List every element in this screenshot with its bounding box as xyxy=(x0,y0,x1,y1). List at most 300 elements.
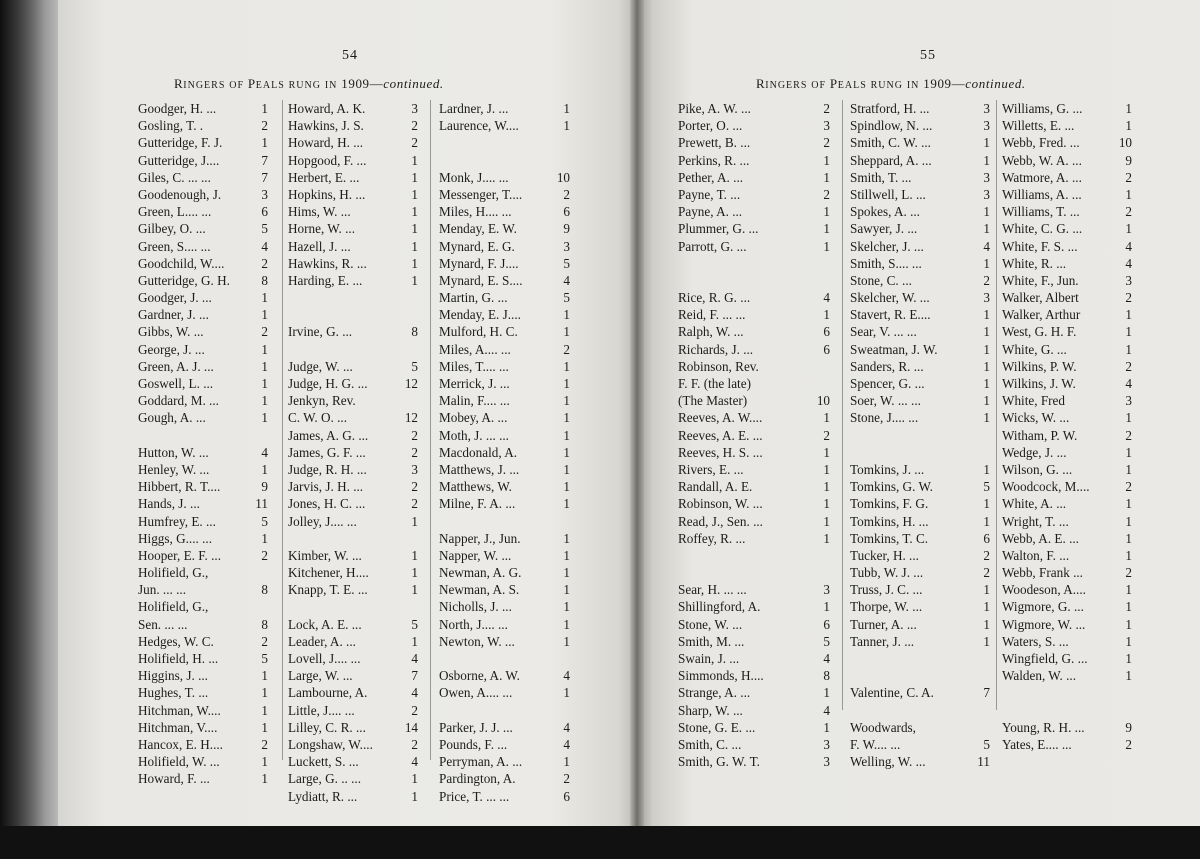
ringer-entry xyxy=(678,341,830,358)
right-page xyxy=(636,0,1200,830)
ringer-entry xyxy=(138,719,268,736)
ringer-name: Robinson, Rev. xyxy=(678,358,759,374)
ringer-name: Sweatman, J. W. xyxy=(850,341,938,357)
ringer-name: Hibbert, R. T.... xyxy=(138,479,221,495)
ringer-entry xyxy=(138,375,268,392)
ringer-name: North, J.... ... xyxy=(439,616,508,632)
ringer-entry xyxy=(1002,134,1132,151)
ringer-entry xyxy=(439,289,570,306)
ringer-entry xyxy=(850,513,990,530)
peal-count: 4 xyxy=(411,754,418,770)
peal-count: 3 xyxy=(1125,272,1132,288)
peal-count: 1 xyxy=(261,461,268,477)
ringer-name: Tomkins, G. W. xyxy=(850,479,933,495)
ringer-entry xyxy=(138,461,268,478)
peal-count: 1 xyxy=(1125,186,1132,202)
ringer-name: Sanders, R. ... xyxy=(850,358,924,374)
peal-count: 1 xyxy=(563,444,570,460)
peal-count: 5 xyxy=(411,616,418,632)
ringer-name: Hopgood, F. ... xyxy=(288,152,367,168)
ringer-entry xyxy=(1002,220,1132,237)
peal-count: 5 xyxy=(563,290,570,306)
ringer-name: Newman, A. G. xyxy=(439,565,522,581)
ringer-entry xyxy=(850,152,990,169)
ringer-entry xyxy=(850,306,990,323)
ringer-name: Walker, Arthur xyxy=(1002,307,1081,323)
ringer-entry xyxy=(678,444,830,461)
ringer-name: Howard, H. ... xyxy=(288,135,364,151)
peal-count: 1 xyxy=(983,358,990,374)
ringer-name: Malin, F.... ... xyxy=(439,393,510,409)
peal-count: 1 xyxy=(563,685,570,701)
ringer-name: Payne, T. ... xyxy=(678,186,741,202)
ringer-entry xyxy=(439,513,570,530)
ringer-entry xyxy=(678,702,830,719)
ringer-name: Reeves, A. E. ... xyxy=(678,427,763,443)
peal-count: 1 xyxy=(823,444,830,460)
ringer-entry xyxy=(439,409,570,426)
ringer-name: Webb, W. A. ... xyxy=(1002,152,1082,168)
running-header: RINGERS OF PEALS RUNG IN 1909—continued. xyxy=(174,76,444,91)
ringer-entry xyxy=(678,100,830,117)
peal-count: 1 xyxy=(823,461,830,477)
ringer-entry xyxy=(288,684,418,701)
ringer-entry xyxy=(439,358,570,375)
ringer-name: Goodger, J. ... xyxy=(138,290,212,306)
ringer-entry xyxy=(138,495,268,512)
peal-count: 1 xyxy=(823,719,830,735)
ringer-name: Wilkins, P. W. xyxy=(1002,358,1077,374)
ringer-name: Mynard, F. J.... xyxy=(439,255,519,271)
ringer-name: Goddard, M. ... xyxy=(138,393,219,409)
peal-count xyxy=(986,667,990,684)
ringer-name: Jun. ... ... xyxy=(138,582,186,598)
ringer-name: Walton, F. ... xyxy=(1002,547,1070,563)
peal-count xyxy=(414,392,418,409)
peal-count: 4 xyxy=(261,444,268,460)
ringer-entry xyxy=(288,186,418,203)
peal-count: 2 xyxy=(1125,736,1132,752)
ringer-name: Soer, W. ... ... xyxy=(850,393,921,409)
peal-count xyxy=(826,375,830,392)
peal-count: 1 xyxy=(1125,616,1132,632)
peal-count: 1 xyxy=(563,410,570,426)
peal-count: 2 xyxy=(411,135,418,151)
peal-count xyxy=(566,152,570,169)
ringer-entry xyxy=(850,272,990,289)
ringer-name: Welling, W. ... xyxy=(850,754,926,770)
ringer-entry xyxy=(850,461,990,478)
ringer-entry xyxy=(678,513,830,530)
ringer-entry xyxy=(678,306,830,323)
ringer-entry xyxy=(138,323,268,340)
ringer-name: Wicks, W. ... xyxy=(1002,410,1070,426)
ringer-name: Woodcock, M.... xyxy=(1002,479,1090,495)
ringer-entry xyxy=(439,547,570,564)
ringer-name: Judge, H. G. ... xyxy=(288,376,368,391)
peal-count: 1 xyxy=(261,135,268,151)
peal-count: 3 xyxy=(823,754,830,770)
peal-count: 1 xyxy=(823,496,830,512)
ringer-entry xyxy=(678,272,830,289)
ringer-name: Stone, W. ... xyxy=(678,616,743,632)
ringer-entry xyxy=(439,564,570,581)
peal-count: 1 xyxy=(1125,547,1132,563)
ringer-entry xyxy=(439,238,570,255)
ringer-name: Higgins, J. ... xyxy=(138,668,208,684)
ringer-entry xyxy=(1002,736,1132,753)
ringer-entry xyxy=(1002,392,1132,409)
peal-count: 1 xyxy=(261,307,268,323)
peal-count: 1 xyxy=(983,633,990,649)
ringer-name: Williams, T. ... xyxy=(1002,204,1080,220)
ringer-name: Lardner, J. ... xyxy=(439,101,509,116)
peal-count xyxy=(826,255,830,272)
ringer-entry xyxy=(288,495,418,512)
ringer-name: White, F., Jun. xyxy=(1002,272,1079,288)
peal-count: 1 xyxy=(411,547,418,563)
peal-count: 1 xyxy=(1125,410,1132,426)
ringer-entry xyxy=(1002,341,1132,358)
peal-count: 3 xyxy=(563,238,570,254)
peal-count: 1 xyxy=(563,754,570,770)
peal-count: 1 xyxy=(261,358,268,374)
ringer-entry xyxy=(850,134,990,151)
ringer-entry xyxy=(678,323,830,340)
peal-count: 4 xyxy=(1125,376,1132,391)
peal-count: 1 xyxy=(563,324,570,340)
peal-count: 3 xyxy=(261,186,268,202)
peal-count: 10 xyxy=(556,169,570,185)
peal-count: 5 xyxy=(261,651,268,666)
ringer-name: Prewett, B. ... xyxy=(678,135,751,151)
peal-count xyxy=(264,427,268,444)
peal-count: 1 xyxy=(563,118,570,134)
ringer-name: Stone, J.... ... xyxy=(850,410,919,426)
ringer-name: Goodchild, W.... xyxy=(138,255,225,271)
ringer-entry xyxy=(850,409,990,426)
peal-count: 7 xyxy=(261,152,268,168)
peal-count: 2 xyxy=(261,324,268,340)
ringer-entry xyxy=(288,513,418,530)
ringer-entry xyxy=(439,598,570,615)
ringer-entry xyxy=(138,702,268,719)
ringer-entry xyxy=(138,616,268,633)
peal-count: 1 xyxy=(411,633,418,649)
ringer-entry xyxy=(1002,461,1132,478)
ringer-name: Walden, W. ... xyxy=(1002,668,1077,684)
ringer-name: F. F. (the late) xyxy=(678,376,751,391)
peal-count: 3 xyxy=(823,118,830,134)
ringer-name: Stillwell, L. ... xyxy=(850,186,926,202)
ringer-entry xyxy=(1002,100,1132,117)
ringer-entry xyxy=(1002,272,1132,289)
ringer-name: White, R. ... xyxy=(1002,255,1067,271)
peal-count: 7 xyxy=(411,668,418,684)
peal-count: 2 xyxy=(1125,427,1132,443)
peal-count: 1 xyxy=(823,238,830,254)
ringer-entry xyxy=(850,667,990,684)
peal-count: 5 xyxy=(983,479,990,495)
ringer-entry xyxy=(678,117,830,134)
name-column xyxy=(678,100,830,770)
ringer-entry xyxy=(439,495,570,512)
peal-count: 1 xyxy=(823,169,830,185)
ringer-entry xyxy=(1002,650,1132,667)
peal-count: 3 xyxy=(983,169,990,185)
ringer-name: Tomkins, F. G. xyxy=(850,496,929,512)
ringer-entry xyxy=(138,117,268,134)
ringer-name: Miles, T.... ... xyxy=(439,358,509,374)
ringer-name: Irvine, G. ... xyxy=(288,324,353,340)
ringer-entry xyxy=(850,375,990,392)
ringer-name: Reeves, H. S. ... xyxy=(678,444,763,460)
ringer-entry xyxy=(288,409,418,426)
ringer-entry xyxy=(1002,444,1132,461)
peal-count: 1 xyxy=(563,101,570,116)
peal-count xyxy=(566,702,570,719)
ringer-entry xyxy=(1002,633,1132,650)
peal-count xyxy=(826,272,830,289)
ringer-entry xyxy=(138,564,268,581)
ringer-entry xyxy=(678,564,830,581)
ringer-entry xyxy=(850,581,990,598)
peal-count: 9 xyxy=(261,479,268,495)
ringer-name: Lock, A. E. ... xyxy=(288,616,362,632)
ringer-entry xyxy=(439,117,570,134)
ringer-name: Wingfield, G. ... xyxy=(1002,651,1088,666)
ringer-name: Hazell, J. ... xyxy=(288,238,351,254)
ringer-name: Sear, V. ... ... xyxy=(850,324,917,340)
ringer-name: White, C. G. ... xyxy=(1002,221,1083,237)
peal-count: 8 xyxy=(411,324,418,340)
ringer-name: Green, S.... ... xyxy=(138,238,211,254)
ringer-entry xyxy=(850,100,990,117)
ringer-entry xyxy=(288,427,418,444)
ringer-entry xyxy=(138,667,268,684)
ringer-entry xyxy=(439,100,570,117)
ringer-entry xyxy=(288,616,418,633)
peal-count: 2 xyxy=(563,771,570,787)
ringer-entry xyxy=(678,650,830,667)
peal-count: 2 xyxy=(823,427,830,443)
ringer-entry xyxy=(288,169,418,186)
ringer-name: Pether, A. ... xyxy=(678,169,744,185)
ringer-entry xyxy=(288,530,418,547)
ringer-entry xyxy=(138,530,268,547)
ringer-name: Goodger, H. ... xyxy=(138,101,217,116)
peal-count: 1 xyxy=(983,255,990,271)
peal-count: 5 xyxy=(563,255,570,271)
peal-count: 1 xyxy=(1125,101,1132,116)
ringer-name: Jenkyn, Rev. xyxy=(288,393,356,409)
peal-count: 1 xyxy=(983,393,990,409)
peal-count: 4 xyxy=(1125,238,1132,254)
ringer-entry xyxy=(439,186,570,203)
peal-count xyxy=(414,341,418,358)
name-column xyxy=(1002,100,1132,753)
peal-count: 8 xyxy=(261,582,268,598)
ringer-entry xyxy=(138,203,268,220)
ringer-name: Webb, Frank ... xyxy=(1002,565,1083,581)
ringer-entry xyxy=(138,753,268,770)
peal-count: 2 xyxy=(261,547,268,563)
peal-count: 1 xyxy=(261,410,268,426)
ringer-entry xyxy=(288,736,418,753)
peal-count: 1 xyxy=(1125,341,1132,357)
peal-count: 2 xyxy=(411,118,418,134)
ringer-name: Spencer, G. ... xyxy=(850,376,925,391)
ringer-name: Green, A. J. ... xyxy=(138,358,214,374)
ringer-name: Webb, A. E. ... xyxy=(1002,530,1079,546)
ringer-entry xyxy=(439,530,570,547)
peal-count: 4 xyxy=(983,238,990,254)
ringer-name: Waters, S. ... xyxy=(1002,633,1069,649)
ringer-name: Parker, J. J. ... xyxy=(439,719,513,735)
ringer-entry xyxy=(1002,530,1132,547)
ringer-name: Hitchman, V.... xyxy=(138,719,218,735)
ringer-entry xyxy=(850,736,990,753)
peal-count: 1 xyxy=(983,410,990,426)
ringer-entry xyxy=(288,650,418,667)
peal-count: 2 xyxy=(823,101,830,116)
ringer-name: (The Master) xyxy=(678,393,748,409)
name-column xyxy=(850,100,990,770)
peal-count: 1 xyxy=(1125,633,1132,649)
peal-count: 6 xyxy=(261,204,268,220)
peal-count: 4 xyxy=(823,702,830,718)
ringer-name: Shillingford, A. xyxy=(678,599,761,615)
ringer-name: George, J. ... xyxy=(138,341,205,357)
ringer-name: Perryman, A. ... xyxy=(439,754,523,770)
ringer-name: White, F. S. ... xyxy=(1002,238,1078,254)
ringer-name: Mynard, E. G. xyxy=(439,238,515,254)
ringer-entry xyxy=(138,220,268,237)
ringer-name: Gosling, T. . xyxy=(138,118,204,134)
peal-count: 2 xyxy=(823,186,830,202)
peal-count: 1 xyxy=(1125,444,1132,460)
ringer-entry xyxy=(678,461,830,478)
ringer-entry xyxy=(850,598,990,615)
peal-count: 4 xyxy=(563,719,570,735)
ringer-name: Gibbs, W. ... xyxy=(138,324,204,340)
peal-count: 2 xyxy=(261,736,268,752)
ringer-name: Wright, T. ... xyxy=(1002,513,1069,529)
ringer-entry xyxy=(678,220,830,237)
ringer-entry xyxy=(850,650,990,667)
ringer-entry xyxy=(439,788,570,805)
ringer-name: Hitchman, W.... xyxy=(138,702,221,718)
ringer-entry xyxy=(678,427,830,444)
ringer-name: Wilson, G. ... xyxy=(1002,461,1073,477)
ringer-entry xyxy=(439,650,570,667)
peal-count: 1 xyxy=(261,341,268,357)
peal-count xyxy=(566,650,570,667)
ringer-name: Tomkins, T. C. xyxy=(850,530,929,546)
ringer-name: Williams, G. ... xyxy=(1002,101,1083,116)
ringer-name: Hawkins, R. ... xyxy=(288,255,367,271)
ringer-entry xyxy=(850,633,990,650)
peal-count: 2 xyxy=(1125,169,1132,185)
peal-count: 1 xyxy=(1125,668,1132,684)
ringer-name: Howard, F. ... xyxy=(138,771,210,787)
peal-count: 1 xyxy=(823,152,830,168)
ringer-name: Mynard, E. S.... xyxy=(439,272,523,288)
ringer-name: Watmore, A. ... xyxy=(1002,169,1082,185)
ringer-name: Hopkins, H. ... xyxy=(288,186,366,202)
peal-count: 3 xyxy=(823,582,830,598)
ringer-entry xyxy=(138,547,268,564)
ringer-name: Porter, O. ... xyxy=(678,118,743,134)
peal-count: 1 xyxy=(563,427,570,443)
peal-count: 1 xyxy=(1125,118,1132,134)
peal-count: 2 xyxy=(983,272,990,288)
ringer-entry xyxy=(678,358,830,375)
ringer-name: Luckett, S. ... xyxy=(288,754,359,770)
ringer-entry xyxy=(1002,581,1132,598)
peal-count: 1 xyxy=(261,530,268,546)
peal-count: 5 xyxy=(823,633,830,649)
peal-count xyxy=(414,306,418,323)
ringer-name: Wigmore, G. ... xyxy=(1002,599,1084,615)
ringer-entry xyxy=(1002,684,1132,701)
ringer-entry xyxy=(850,255,990,272)
ringer-name: Hedges, W. C. xyxy=(138,633,214,649)
ringer-name: Little, J.... ... xyxy=(288,702,355,718)
ringer-name: Wigmore, W. ... xyxy=(1002,616,1086,632)
ringer-entry xyxy=(678,134,830,151)
ringer-name: Stratford, H. ... xyxy=(850,101,930,116)
ringer-entry xyxy=(439,255,570,272)
peal-count: 1 xyxy=(563,496,570,512)
peal-count xyxy=(1128,684,1132,701)
ringer-entry xyxy=(850,753,990,770)
peal-count: 3 xyxy=(983,290,990,306)
ringer-entry xyxy=(288,633,418,650)
ringer-entry xyxy=(1002,238,1132,255)
ringer-entry xyxy=(439,392,570,409)
ringer-name: Swain, J. ... xyxy=(678,651,740,666)
peal-count: 12 xyxy=(404,376,418,391)
peal-count: 1 xyxy=(261,393,268,409)
ringer-entry xyxy=(850,684,990,701)
ringer-name: Smith, M. ... xyxy=(678,633,745,649)
peal-count: 1 xyxy=(983,616,990,632)
peal-count: 1 xyxy=(823,513,830,529)
peal-count: 2 xyxy=(411,427,418,443)
ringer-entry xyxy=(138,358,268,375)
peal-count: 1 xyxy=(411,513,418,529)
ringer-name: Laurence, W.... xyxy=(439,118,519,134)
ringer-entry xyxy=(850,547,990,564)
peal-count: 6 xyxy=(823,616,830,632)
ringer-entry xyxy=(439,667,570,684)
peal-count: 4 xyxy=(563,736,570,752)
ringer-entry xyxy=(439,736,570,753)
ringer-entry xyxy=(288,461,418,478)
peal-count: 1 xyxy=(411,186,418,202)
ringer-name: Robinson, W. ... xyxy=(678,496,763,512)
ringer-name: Stone, C. ... xyxy=(850,272,912,288)
peal-count: 9 xyxy=(1125,719,1132,735)
ringer-name: Milne, F. A. ... xyxy=(439,496,516,512)
ringer-entry xyxy=(678,598,830,615)
ringer-entry xyxy=(678,409,830,426)
peal-count: 11 xyxy=(255,496,268,512)
ringer-entry xyxy=(1002,255,1132,272)
ringer-name: Pike, A. W. ... xyxy=(678,101,751,116)
ringer-entry xyxy=(1002,186,1132,203)
